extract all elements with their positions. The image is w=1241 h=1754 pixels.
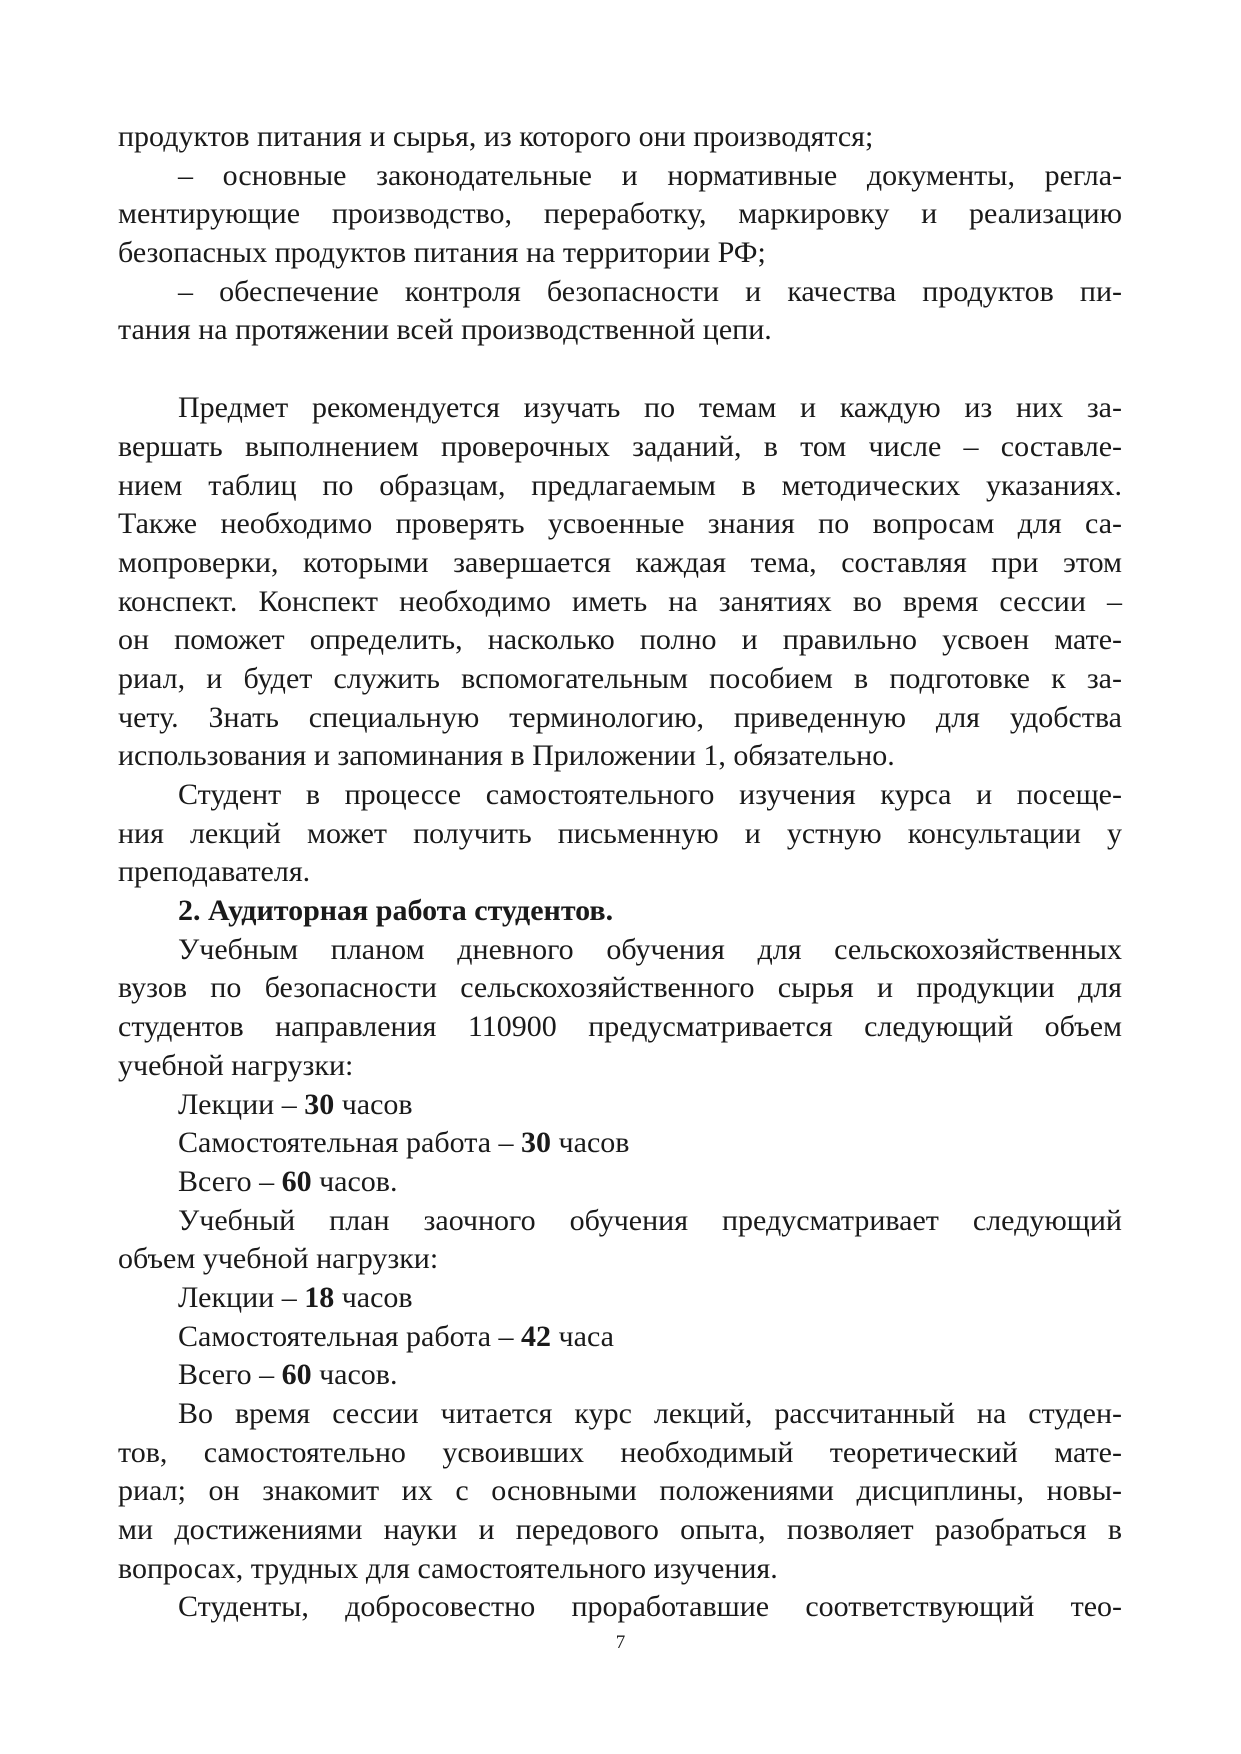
hours-value: 42 bbox=[521, 1319, 552, 1353]
paragraph-gap bbox=[118, 350, 1122, 389]
hours-value: 18 bbox=[304, 1280, 335, 1314]
text-line: он поможет определить, насколько полно и правильно усвоен мате- bbox=[118, 623, 1122, 657]
text-line: чету. Знать специальную терминологию, приведенную для удобства bbox=[118, 700, 1122, 734]
text-line: преподавателя. bbox=[118, 855, 311, 889]
text-line: мопроверки, которыми завершается каждая тема, составляя при этом bbox=[118, 545, 1122, 579]
hours-label: Лекции – bbox=[178, 1087, 305, 1121]
text-line: вершать выполнением проверочных заданий, в том числе – составле- bbox=[118, 429, 1122, 463]
hours-unit: часов. bbox=[311, 1164, 398, 1198]
text-line: Студенты, добросовестно проработавшие соответствующий тео- bbox=[178, 1590, 1122, 1624]
hours-value: 30 bbox=[521, 1126, 552, 1160]
text-line: объем учебной нагрузки: bbox=[118, 1242, 439, 1276]
text-line: ми достижениями науки и передового опыта, позволяет разобраться в bbox=[118, 1513, 1122, 1547]
text-line: конспект. Конспект необходимо иметь на занятиях во время сессии – bbox=[118, 584, 1122, 618]
hours-unit: часов bbox=[334, 1280, 413, 1314]
text-line: Студент в процессе самостоятельного изучения курса и посеще- bbox=[178, 778, 1122, 811]
hours-label: Самостоятельная работа – bbox=[178, 1319, 522, 1353]
text-line: Во время сессии читается курс лекций, рассчитанный на студен- bbox=[178, 1397, 1122, 1430]
text-line: – обеспечение контроля безопасности и качества продуктов пи- bbox=[178, 274, 1122, 308]
text-line: вузов по безопасности сельскохозяйственного сырья и продукции для bbox=[118, 971, 1122, 1005]
text-line: тания на протяжении всей производственной цепи. bbox=[118, 313, 772, 347]
hours-label: Всего – bbox=[178, 1164, 282, 1198]
hours-unit: часов bbox=[334, 1087, 413, 1121]
hours-lectures-day bbox=[118, 1086, 1122, 1125]
hours-unit: часа bbox=[551, 1319, 614, 1353]
hours-total-ext bbox=[118, 1356, 1122, 1395]
hours-total-day bbox=[118, 1163, 1122, 1202]
text-line: Предмет рекомендуется изучать по темам и каждую из них за- bbox=[178, 391, 1122, 425]
page-number: 7 bbox=[615, 1632, 626, 1653]
section-heading: 2. Аудиторная работа студентов. bbox=[178, 894, 614, 928]
text-line: студентов направления 110900 предусматривается следующий объем bbox=[118, 1010, 1122, 1044]
hours-value: 60 bbox=[281, 1164, 312, 1198]
text-line: ния лекций может получить письменную и устную консультации у bbox=[118, 816, 1122, 850]
hours-value: 60 bbox=[281, 1358, 312, 1392]
hours-unit: часов. bbox=[311, 1358, 398, 1392]
hours-label: Самостоятельная работа – bbox=[178, 1126, 522, 1160]
hours-self-study-day bbox=[118, 1124, 1122, 1163]
text-line: нием таблиц по образцам, предлагаемым в методических указаниях. bbox=[118, 468, 1122, 502]
text-line: тов, самостоятельно усвоивших необходимый теоретический мате- bbox=[118, 1435, 1122, 1469]
text-line: учебной нагрузки: bbox=[118, 1048, 354, 1082]
hours-lectures-ext bbox=[118, 1279, 1122, 1318]
hours-self-study-ext bbox=[118, 1318, 1122, 1357]
text-line: вопросах, трудных для самостоятельного изучения. bbox=[118, 1551, 778, 1585]
document-page bbox=[118, 118, 1122, 1627]
text-line: риал, и будет служить вспомогательным пособием в подготовке к за- bbox=[118, 661, 1122, 695]
text-line: Учебный план заочного обучения предусматривает следующий bbox=[178, 1203, 1122, 1237]
text-line: использования и запоминания в Приложении 1, обязательно. bbox=[118, 739, 895, 773]
text-line: продуктов питания и сырья, из которого они производятся; bbox=[118, 120, 874, 153]
text-line: безопасных продуктов питания на территории РФ; bbox=[118, 236, 766, 270]
hours-unit: часов bbox=[551, 1126, 630, 1160]
text-line: Также необходимо проверять усвоенные знания по вопросам для са- bbox=[118, 507, 1122, 541]
text-line: Учебным планом дневного обучения для сельскохозяйственных bbox=[178, 932, 1122, 966]
text-line: риал; он знакомит их с основными положениями дисциплины, новы- bbox=[118, 1474, 1122, 1508]
text-line: ментирующие производство, переработку, маркировку и реализацию bbox=[118, 197, 1122, 231]
hours-value: 30 bbox=[304, 1087, 335, 1121]
text-line: – основные законодательные и нормативные документы, регла- bbox=[178, 158, 1122, 192]
hours-label: Всего – bbox=[178, 1358, 282, 1392]
hours-label: Лекции – bbox=[178, 1280, 305, 1314]
